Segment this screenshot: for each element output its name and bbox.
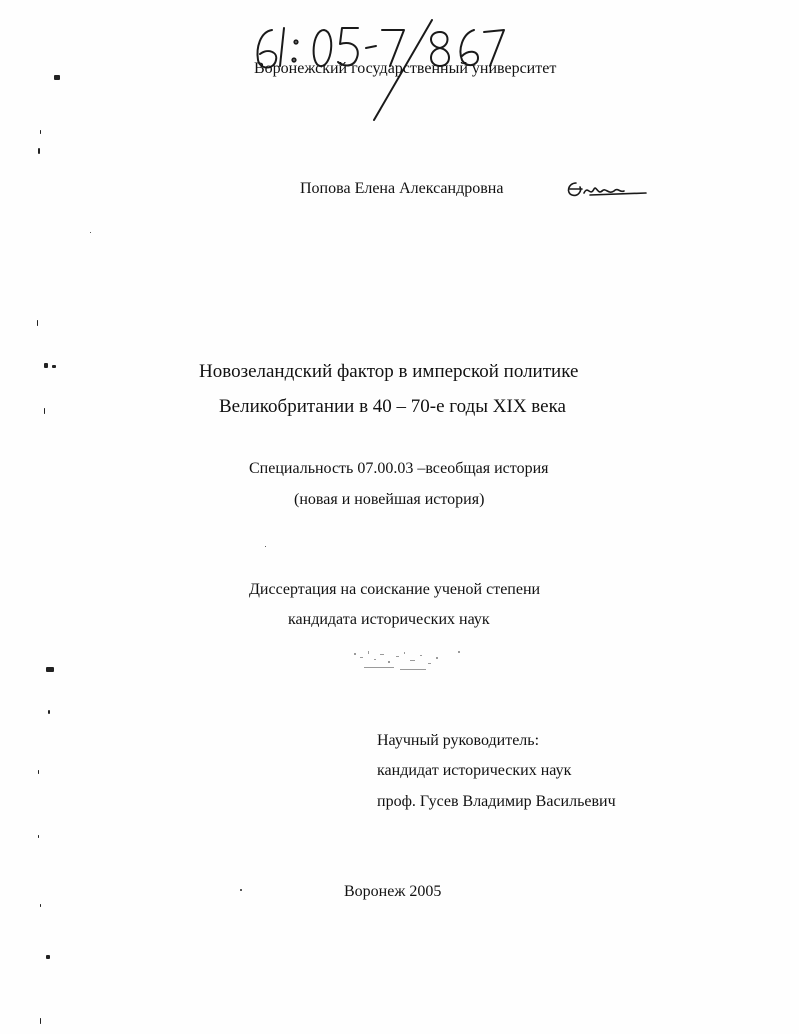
advisor-name: проф. Гусев Владимир Васильевич [377, 793, 616, 810]
scan-speck [90, 232, 91, 233]
degree-line-2: кандидата исторических наук [288, 611, 490, 628]
author-name: Попова Елена Александровна [300, 180, 504, 197]
advisor-degree: кандидат исторических наук [377, 762, 572, 779]
scan-speck [240, 889, 242, 891]
scan-speck [265, 546, 266, 547]
scan-speck [44, 363, 48, 368]
scan-speck [38, 148, 40, 154]
scan-speck [46, 667, 54, 672]
scan-speck [54, 75, 60, 80]
scan-speck [40, 1018, 41, 1024]
scan-speck [38, 770, 39, 774]
scan-speck [46, 955, 50, 959]
author-signature [560, 175, 650, 205]
dissertation-title-line-1: Новозеландский фактор в имперской политике [199, 361, 579, 382]
scan-speck [38, 835, 39, 838]
dissertation-title-line-2: Великобритании в 40 – 70-е годы XIX века [219, 396, 566, 417]
scan-speck [40, 130, 41, 134]
scan-speck [37, 320, 38, 326]
city-year: Воронеж 2005 [344, 883, 442, 900]
scan-speck [52, 365, 56, 368]
scan-speck [48, 710, 50, 714]
university-name: Воронежский государственный университет [254, 60, 557, 77]
specialty-line-1: Специальность 07.00.03 –всеобщая история [249, 460, 549, 477]
scan-speck [44, 408, 45, 414]
scan-speck [40, 904, 41, 907]
advisor-label: Научный руководитель: [377, 732, 540, 749]
degree-line-1: Диссертация на соискание ученой степени [249, 581, 541, 598]
specialty-line-2: (новая и новейшая история) [294, 491, 485, 508]
faint-stamp-noise [350, 645, 470, 680]
